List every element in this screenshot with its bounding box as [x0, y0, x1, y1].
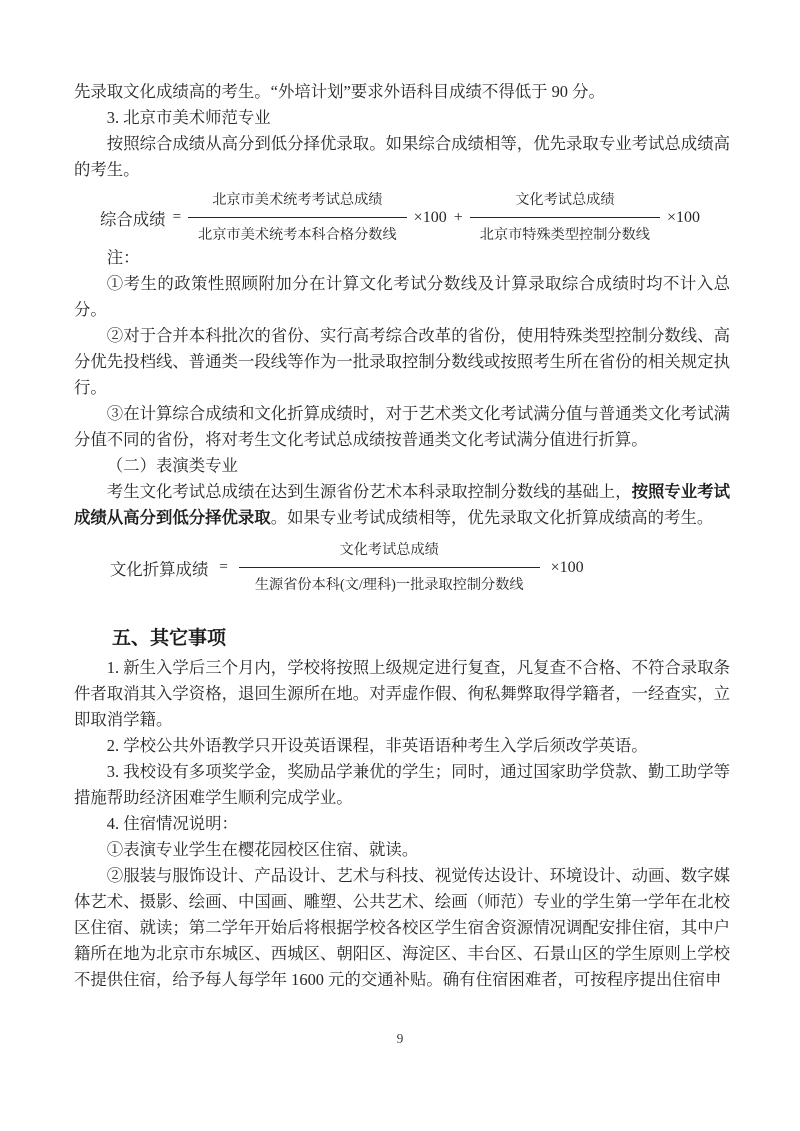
fraction-bar: [188, 217, 407, 218]
plus-operator: +: [453, 208, 463, 226]
formula-culture-converted-score: [110, 540, 730, 595]
housing-note-2: ②服装与服饰设计、产品设计、艺术与科技、视觉传达设计、环境设计、动画、数字媒体艺术、摄影、绘画、中国画、雕塑、公共艺术、绘画（师范）专业的学生第一学年在北校区住宿、就读；第二学年开始后将根据学校各校区学生宿舍资源情况调配安排住宿，其中户籍所在地为北京市东城区、西城区、朝阳区、海淀区、丰台区、石景山区的学生原则上学校不提供住宿，给予每人每学年 1600 元的交通补贴。确有住宿困难者，可按程序提出住宿申: [74, 866, 730, 989]
housing-note-1: ①表演专业学生在樱花园校区住宿、就读。: [106, 840, 419, 859]
fraction-numerator: 北京市美术统考考试总成绩: [212, 192, 383, 208]
section2-heading: （二）表演类专业: [106, 456, 238, 475]
paragraph-item3-body: 按照综合成绩从高分到低分择优录取。如果综合成绩相等，优先录取专业考试总成绩高的考生。: [74, 134, 730, 179]
formula-label: 文化折算成绩: [110, 559, 209, 579]
other-item-2: 2. 学校公共外语教学只开设英语课程，非英语语种考生入学后须改学英语。: [106, 736, 648, 755]
formula-label: 综合成绩: [100, 209, 166, 229]
fraction-art-unified-exam: [188, 190, 407, 245]
fraction-numerator: 文化考试总成绩: [339, 542, 439, 558]
other-item-1: 1. 新生入学后三个月内，学校将按照上级规定进行复查，凡复查不合格、不符合录取条件者取消其入学资格，退回生源所在地。对弄虚作假、徇私舞弊取得学籍者，一经查实，立即取消学籍。: [74, 658, 730, 729]
note-1: ①考生的政策性照顾附加分在计算文化考试分数线及计算录取综合成绩时均不计入总分。: [74, 274, 730, 319]
fraction-numerator: 文化考试总成绩: [515, 192, 615, 208]
paragraph-performance-rule: [74, 479, 730, 531]
other-item-3: 3. 我校设有多项奖学金，奖励品学兼优的学生；同时，通过国家助学贷款、勤工助学等措施帮助经济困难学生顺利完成学业。: [74, 762, 730, 807]
fraction-bar: [470, 217, 660, 218]
formula-comprehensive-score: [100, 190, 730, 245]
times-100-operator: ×100: [550, 558, 584, 576]
times-100-operator: ×100: [667, 208, 701, 226]
equals-sign: =: [219, 559, 228, 575]
equals-sign: =: [172, 209, 182, 225]
fraction-culture-converted: [239, 540, 540, 595]
other-item-4: 4. 住宿情况说明：: [106, 814, 238, 833]
fraction-culture-exam: [470, 190, 660, 245]
paragraph-continuation: 先录取文化成绩高的考生。“外培计划”要求外语科目成绩不得低于 90 分。: [74, 82, 605, 101]
performance-rule-pre: 考生文化考试总成绩在达到生源省份艺术本科录取控制分数线的基础上，: [106, 482, 632, 501]
fraction-bar: [239, 567, 540, 568]
performance-rule-post: 。如果专业考试成绩相等，优先录取文化折算成绩高的考生。: [270, 508, 714, 527]
note-2: ②对于合并本科批次的省份、实行高考综合改革的省份，使用特殊类型控制分数线、高分优先投档线、普通类一段线等作为一批录取控制分数线或按照考生所在省份的相关规定执行。: [74, 326, 730, 397]
paragraph-item3-title: 3. 北京市美术师范专业: [106, 108, 271, 127]
times-100-operator: ×100: [413, 208, 447, 226]
fraction-denominator: 北京市美术统考本科合格分数线: [198, 227, 397, 243]
page-number: 9: [396, 1031, 404, 1046]
note-3: ③在计算综合成绩和文化折算成绩时，对于艺术类文化考试满分值与普通类文化考试满分值不同的省份，将对考生文化考试总成绩按普通类文化考试满分值进行折算。: [74, 404, 730, 449]
fraction-denominator: 生源省份本科(文/理科)一批录取控制分数线: [254, 577, 524, 593]
note-label: 注：: [106, 248, 140, 267]
performance-rule-bold: 按照专业考试成绩从高分到低分择优录取: [74, 482, 731, 527]
fraction-denominator: 北京市特殊类型控制分数线: [479, 227, 650, 243]
section5-heading: 五、其它事项: [112, 628, 227, 649]
